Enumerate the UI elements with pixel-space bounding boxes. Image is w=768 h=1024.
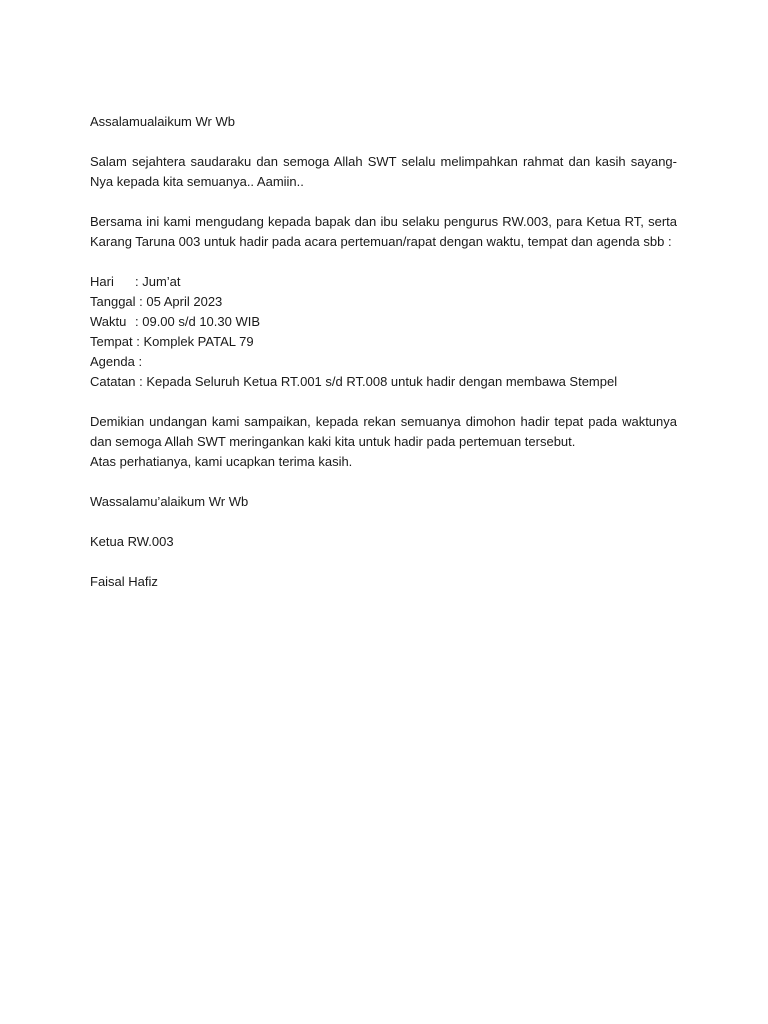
detail-value: Komplek PATAL 79 [143,334,254,349]
detail-label: Tanggal [90,294,136,309]
event-details [90,272,677,392]
detail-row-tempat [90,332,677,352]
detail-label: Hari [90,274,114,289]
signer-title: Ketua RW.003 [90,534,174,549]
detail-separator: : [135,274,143,289]
greeting-text: Assalamualaikum Wr Wb [90,114,235,129]
detail-label: Catatan [90,374,136,389]
detail-separator: : [135,314,143,329]
detail-separator: : [132,334,144,349]
farewell-text: Wassalamu’alaikum Wr Wb [90,494,249,509]
detail-label: Waktu [90,314,127,329]
invitation-paragraph: Bersama ini kami mengudang kepada bapak dan ibu selaku pengurus RW.003, para Ketua RT, serta Karang Taruna 003 untuk hadir pada acara pertemuan/rapat dengan waktu, tempat dan agenda sbb : [90,214,677,249]
detail-row-hari [90,272,677,292]
detail-value: Kepada Seluruh Ketua RT.001 s/d RT.008 untuk hadir dengan membawa Stempel [146,374,618,389]
closing-paragraph: Demikian undangan kami sampaikan, kepada rekan semuanya dimohon hadir tepat pada waktunya dan semoga Allah SWT meringankan kaki kita untuk hadir pada pertemuan tersebut. [90,414,677,449]
signer-name: Faisal Hafiz [90,574,158,589]
detail-value: 05 April 2023 [146,294,223,309]
detail-label: Agenda [90,354,135,369]
detail-row-catatan [90,372,677,392]
closing-section [90,412,677,472]
detail-label: Tempat [90,334,133,349]
detail-separator: : [134,354,143,369]
opening-paragraph: Salam sejahtera saudaraku dan semoga Allah SWT selalu melimpahkan rahmat dan kasih sayang-Nya kepada kita semuanya.. Aamiin.. [90,154,677,189]
detail-row-tanggal [90,292,677,312]
detail-separator: : [135,294,147,309]
detail-separator: : [135,374,147,389]
detail-row-waktu [90,312,677,332]
detail-value: 09.00 s/d 10.30 WIB [142,314,261,329]
detail-value: Jum’at [142,274,181,289]
detail-row-agenda [90,352,677,372]
letter-body [90,112,677,612]
thanks-text: Atas perhatianya, kami ucapkan terima kasih. [90,454,353,469]
